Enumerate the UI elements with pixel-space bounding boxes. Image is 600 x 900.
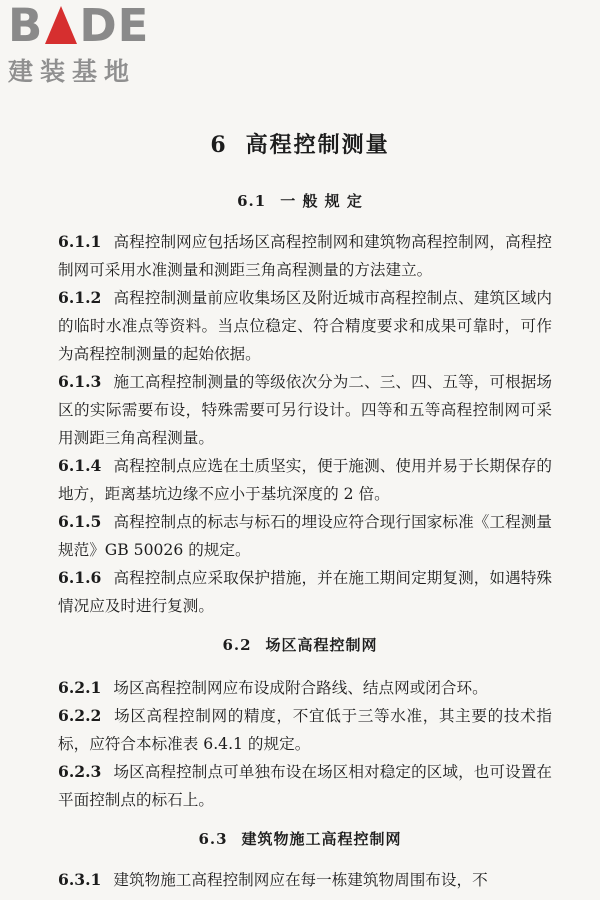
clause-number: 6.2.1	[58, 678, 102, 697]
clause-number: 6.2.2	[58, 706, 102, 725]
clause	[58, 564, 552, 620]
clause	[58, 228, 552, 284]
clause-number: 6.3.1	[58, 870, 102, 889]
clause-text: 建筑物施工高程控制网应在每一栋建筑物周围布设，不	[113, 871, 488, 889]
clause-number: 6.2.3	[58, 762, 102, 781]
clause	[58, 284, 552, 368]
clause	[58, 866, 552, 894]
clause	[58, 758, 552, 814]
section-title: 6.2 场区高程控制网	[222, 636, 378, 654]
clause-number: 6.1.4	[58, 456, 102, 475]
clause-number: 6.1.2	[58, 288, 102, 307]
clause-text: 场区高程控制网的精度，不宜低于三等水准，其主要的技术指标，应符合本标准表 6.4.1 的规定。	[58, 707, 552, 753]
clause-text: 场区高程控制网应布设成附合路线、结点网或闭合环。	[113, 679, 488, 697]
clause-number: 6.1.1	[58, 232, 102, 251]
clause-number: 6.1.6	[58, 568, 102, 587]
clause	[58, 508, 552, 564]
bade-logo	[8, 2, 149, 88]
clause-text: 高程控制测量前应收集场区及附近城市高程控制点、建筑区域内的临时水准点等资料。当点位稳定、符合精度要求和成果可靠时，可作为高程控制测量的起始依据。	[58, 289, 552, 363]
logo-wordmark: B DE	[8, 0, 150, 52]
clause-text: 高程控制点的标志与标石的埋设应符合现行国家标准《工程测量规范》GB 50026 的规定。	[58, 513, 552, 559]
clause-text: 高程控制网应包括场区高程控制网和建筑物高程控制网，高程控制网可采用水准测量和测距三角高程测量的方法建立。	[58, 233, 552, 279]
logo-subtitle: 建装基地	[8, 57, 137, 86]
section-title: 6.3 建筑物施工高程控制网	[198, 830, 402, 848]
clause-text: 施工高程控制测量的等级依次分为二、三、四、五等，可根据场区的实际需要布设，特殊需要可另行设计。四等和五等高程控制网可采用测距三角高程测量。	[58, 373, 552, 447]
logo-accent-triangle	[45, 6, 77, 44]
section-title: 6.1 一 般 规 定	[237, 192, 363, 210]
clause	[58, 452, 552, 508]
clause-number: 6.1.3	[58, 372, 102, 391]
clause-text: 场区高程控制点可单独布设在场区相对稳定的区域，也可设置在平面控制点的标石上。	[58, 763, 552, 809]
clause-text: 高程控制点应采取保护措施，并在施工期间定期复测，如遇特殊情况应及时进行复测。	[58, 569, 552, 615]
chapter-title: 6 高程控制测量	[210, 132, 390, 158]
clause	[58, 702, 552, 758]
clause	[58, 368, 552, 452]
clause	[58, 674, 552, 702]
clause-text: 高程控制点应选在土质坚实，便于施测、使用并易于长期保存的地方，距离基坑边缘不应小于基坑深度的 2 倍。	[58, 457, 552, 503]
clause-number: 6.1.5	[58, 512, 102, 531]
